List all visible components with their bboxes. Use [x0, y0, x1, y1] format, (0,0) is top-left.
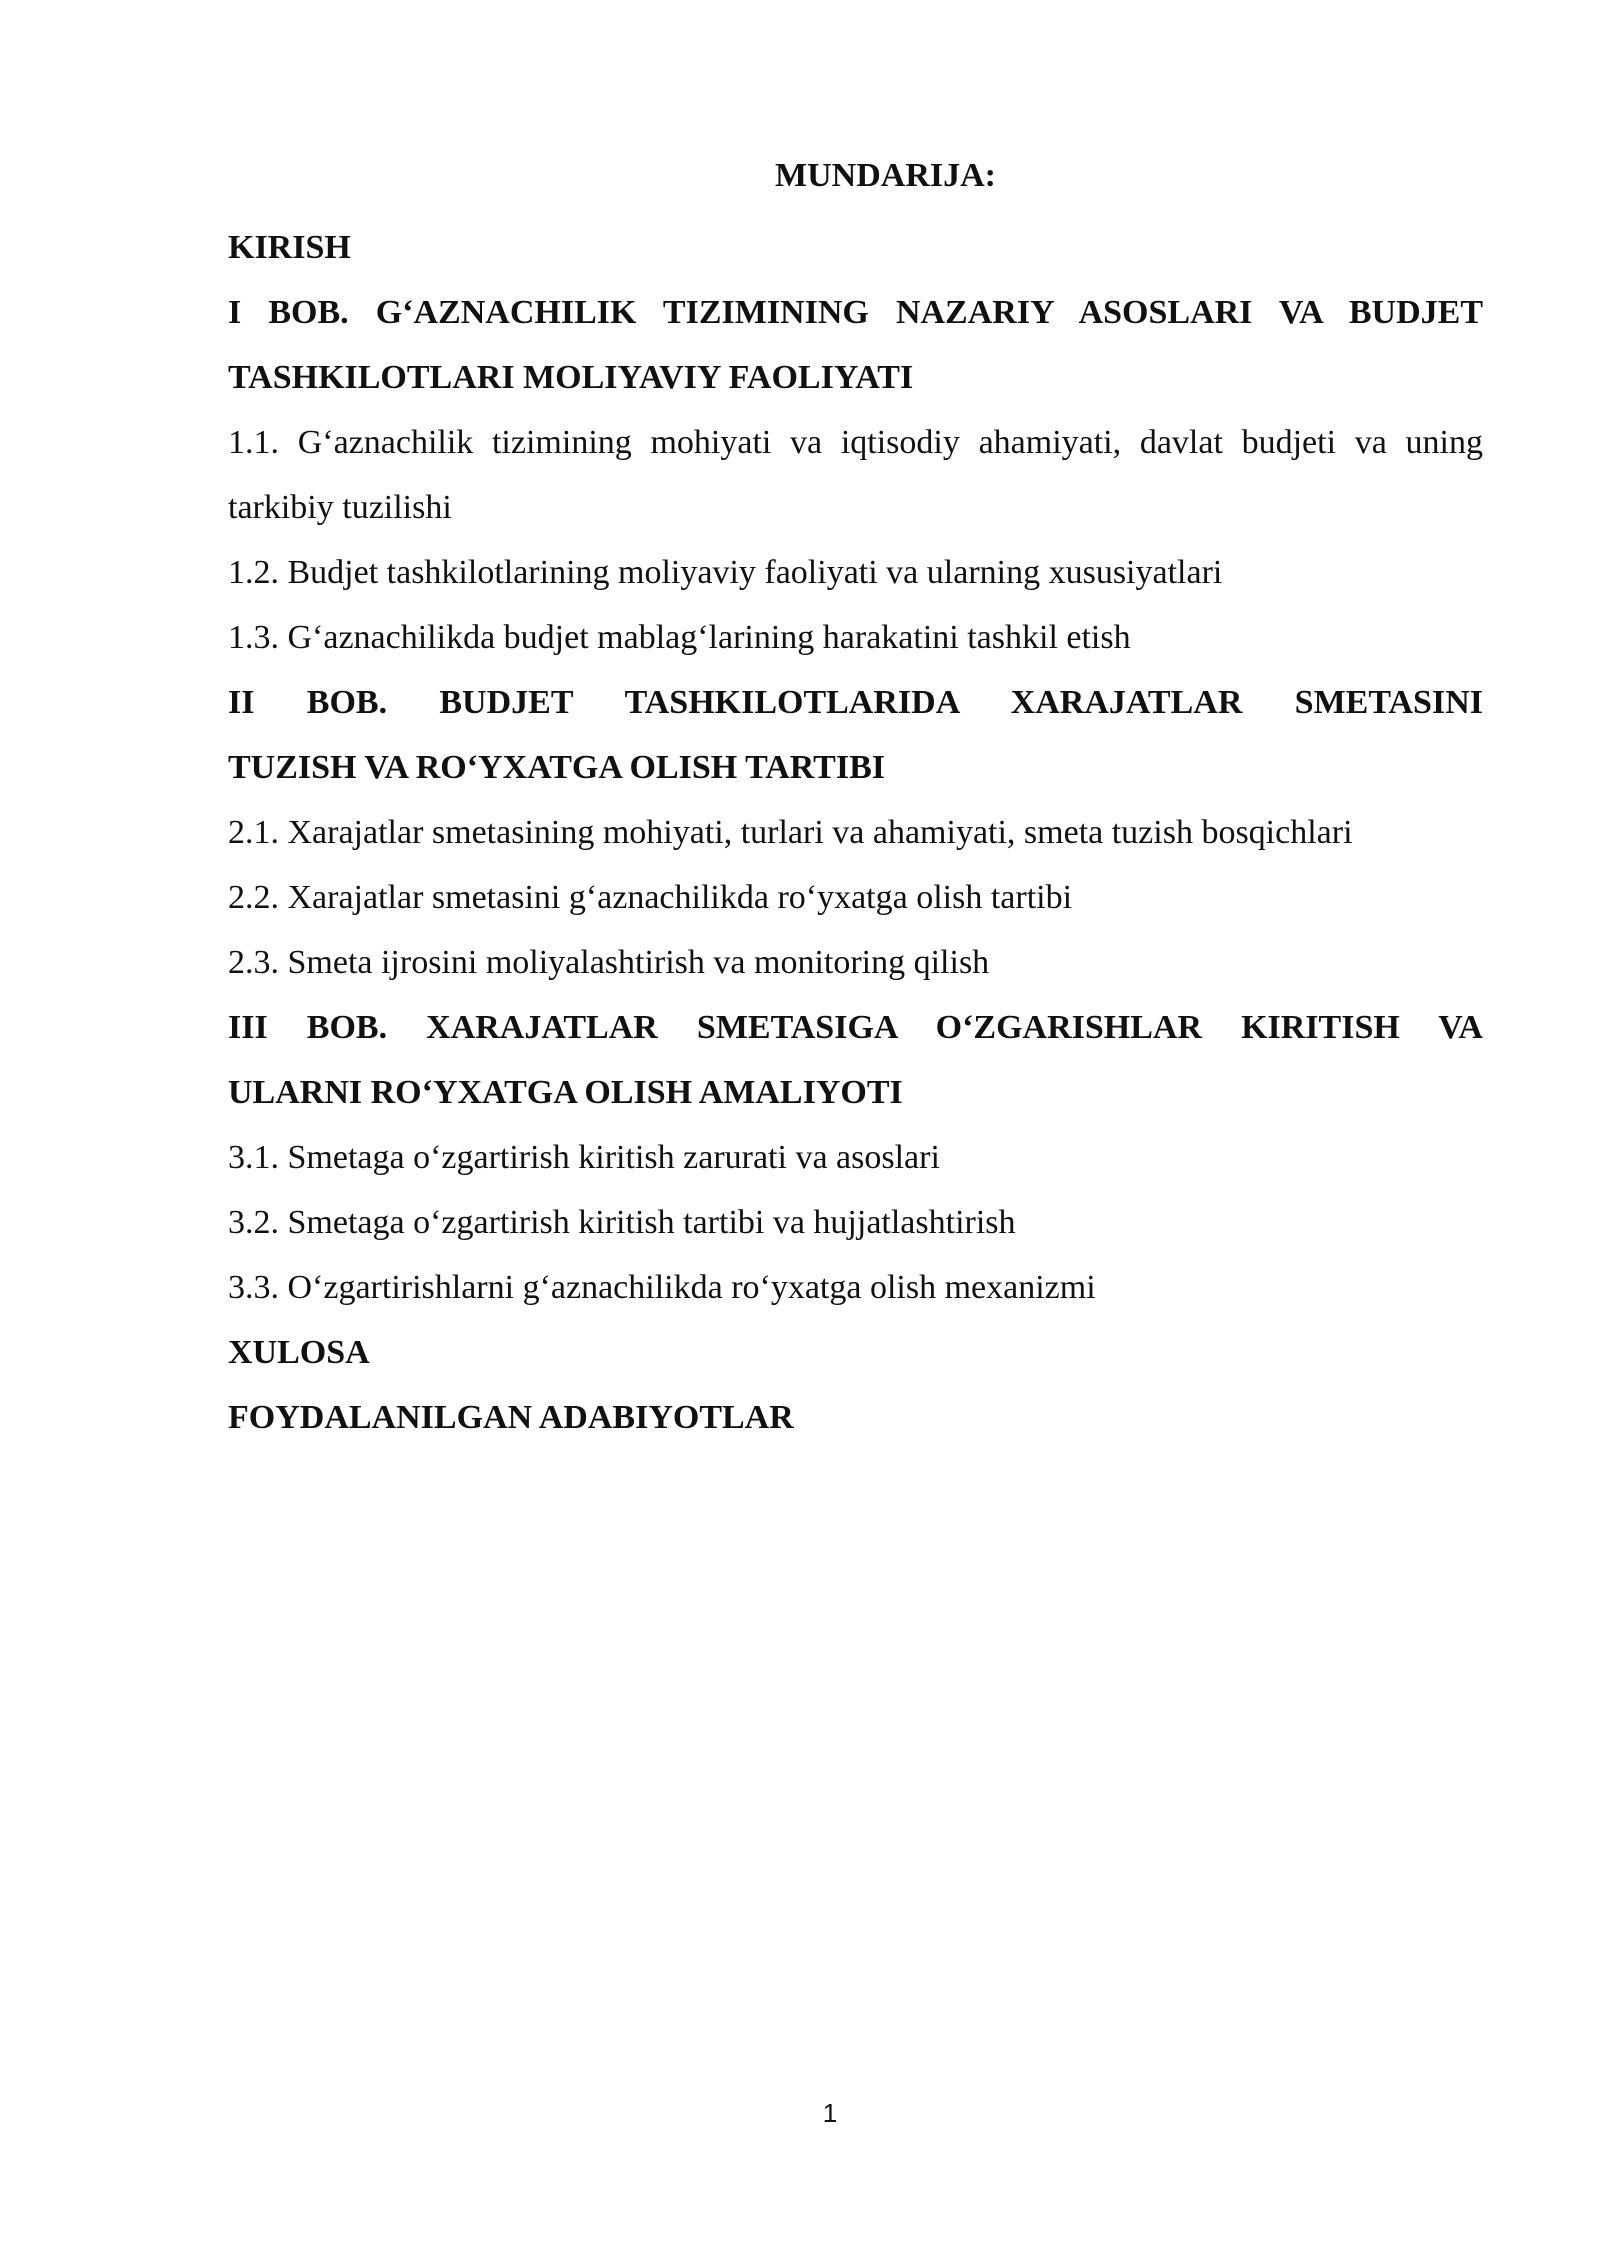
page-number: 1 [822, 2098, 838, 2128]
toc-section-3-2: 3.2. Smetaga o‘zgartirish kiritish tartibi va hujjatlashtirish [228, 1204, 1016, 1241]
toc-conclusion: XULOSA [228, 1334, 370, 1371]
table-of-contents [228, 150, 1483, 1450]
toc-chapter-3-title-line-1: III BOB. XARAJATLAR SMETASIGA O‘ZGARISHLAR KIRITISH VA [228, 1009, 1483, 1046]
toc-title: MUNDARIJA: [775, 157, 996, 194]
toc-references: FOYDALANILGAN ADABIYOTLAR [228, 1399, 794, 1436]
toc-section-1-1-line-2: tarkibiy tuzilishi [228, 489, 452, 526]
toc-section-2-1: 2.1. Xarajatlar smetasining mohiyati, turlari va ahamiyati, smeta tuzish bosqichlari [228, 814, 1353, 851]
toc-section-1-3: 1.3. G‘aznachilikda budjet mablag‘larining harakatini tashkil etish [228, 619, 1131, 656]
toc-intro: KIRISH [228, 229, 351, 266]
toc-section-1-1-line-1: 1.1. G‘aznachilik tizimining mohiyati va iqtisodiy ahamiyati, davlat budjeti va uning [228, 424, 1483, 461]
toc-section-2-2: 2.2. Xarajatlar smetasini g‘aznachilikda ro‘yxatga olish tartibi [228, 879, 1073, 916]
toc-chapter-2-title-line-1: II BOB. BUDJET TASHKILOTLARIDA XARAJATLAR SMETASINI [228, 684, 1483, 721]
toc-section-3-3: 3.3. O‘zgartirishlarni g‘aznachilikda ro‘yxatga olish mexanizmi [228, 1269, 1096, 1306]
toc-section-2-3: 2.3. Smeta ijrosini moliyalashtirish va monitoring qilish [228, 944, 990, 981]
toc-chapter-1-title-line-1: I BOB. G‘AZNACHILIK TIZIMINING NAZARIY ASOSLARI VA BUDJET [228, 294, 1483, 331]
toc-chapter-3-title-line-2: ULARNI RO‘YXATGA OLISH AMALIYOTI [228, 1074, 903, 1111]
toc-section-3-1: 3.1. Smetaga o‘zgartirish kiritish zarurati va asoslari [228, 1139, 940, 1176]
toc-section-1-2: 1.2. Budjet tashkilotlarining moliyaviy faoliyati va ularning xususiyatlari [228, 554, 1223, 591]
toc-chapter-1-title-line-2: TASHKILOTLARI MOLIYAVIY FAOLIYATI [228, 359, 914, 396]
toc-chapter-2-title-line-2: TUZISH VA RO‘YXATGA OLISH TARTIBI [228, 749, 885, 786]
